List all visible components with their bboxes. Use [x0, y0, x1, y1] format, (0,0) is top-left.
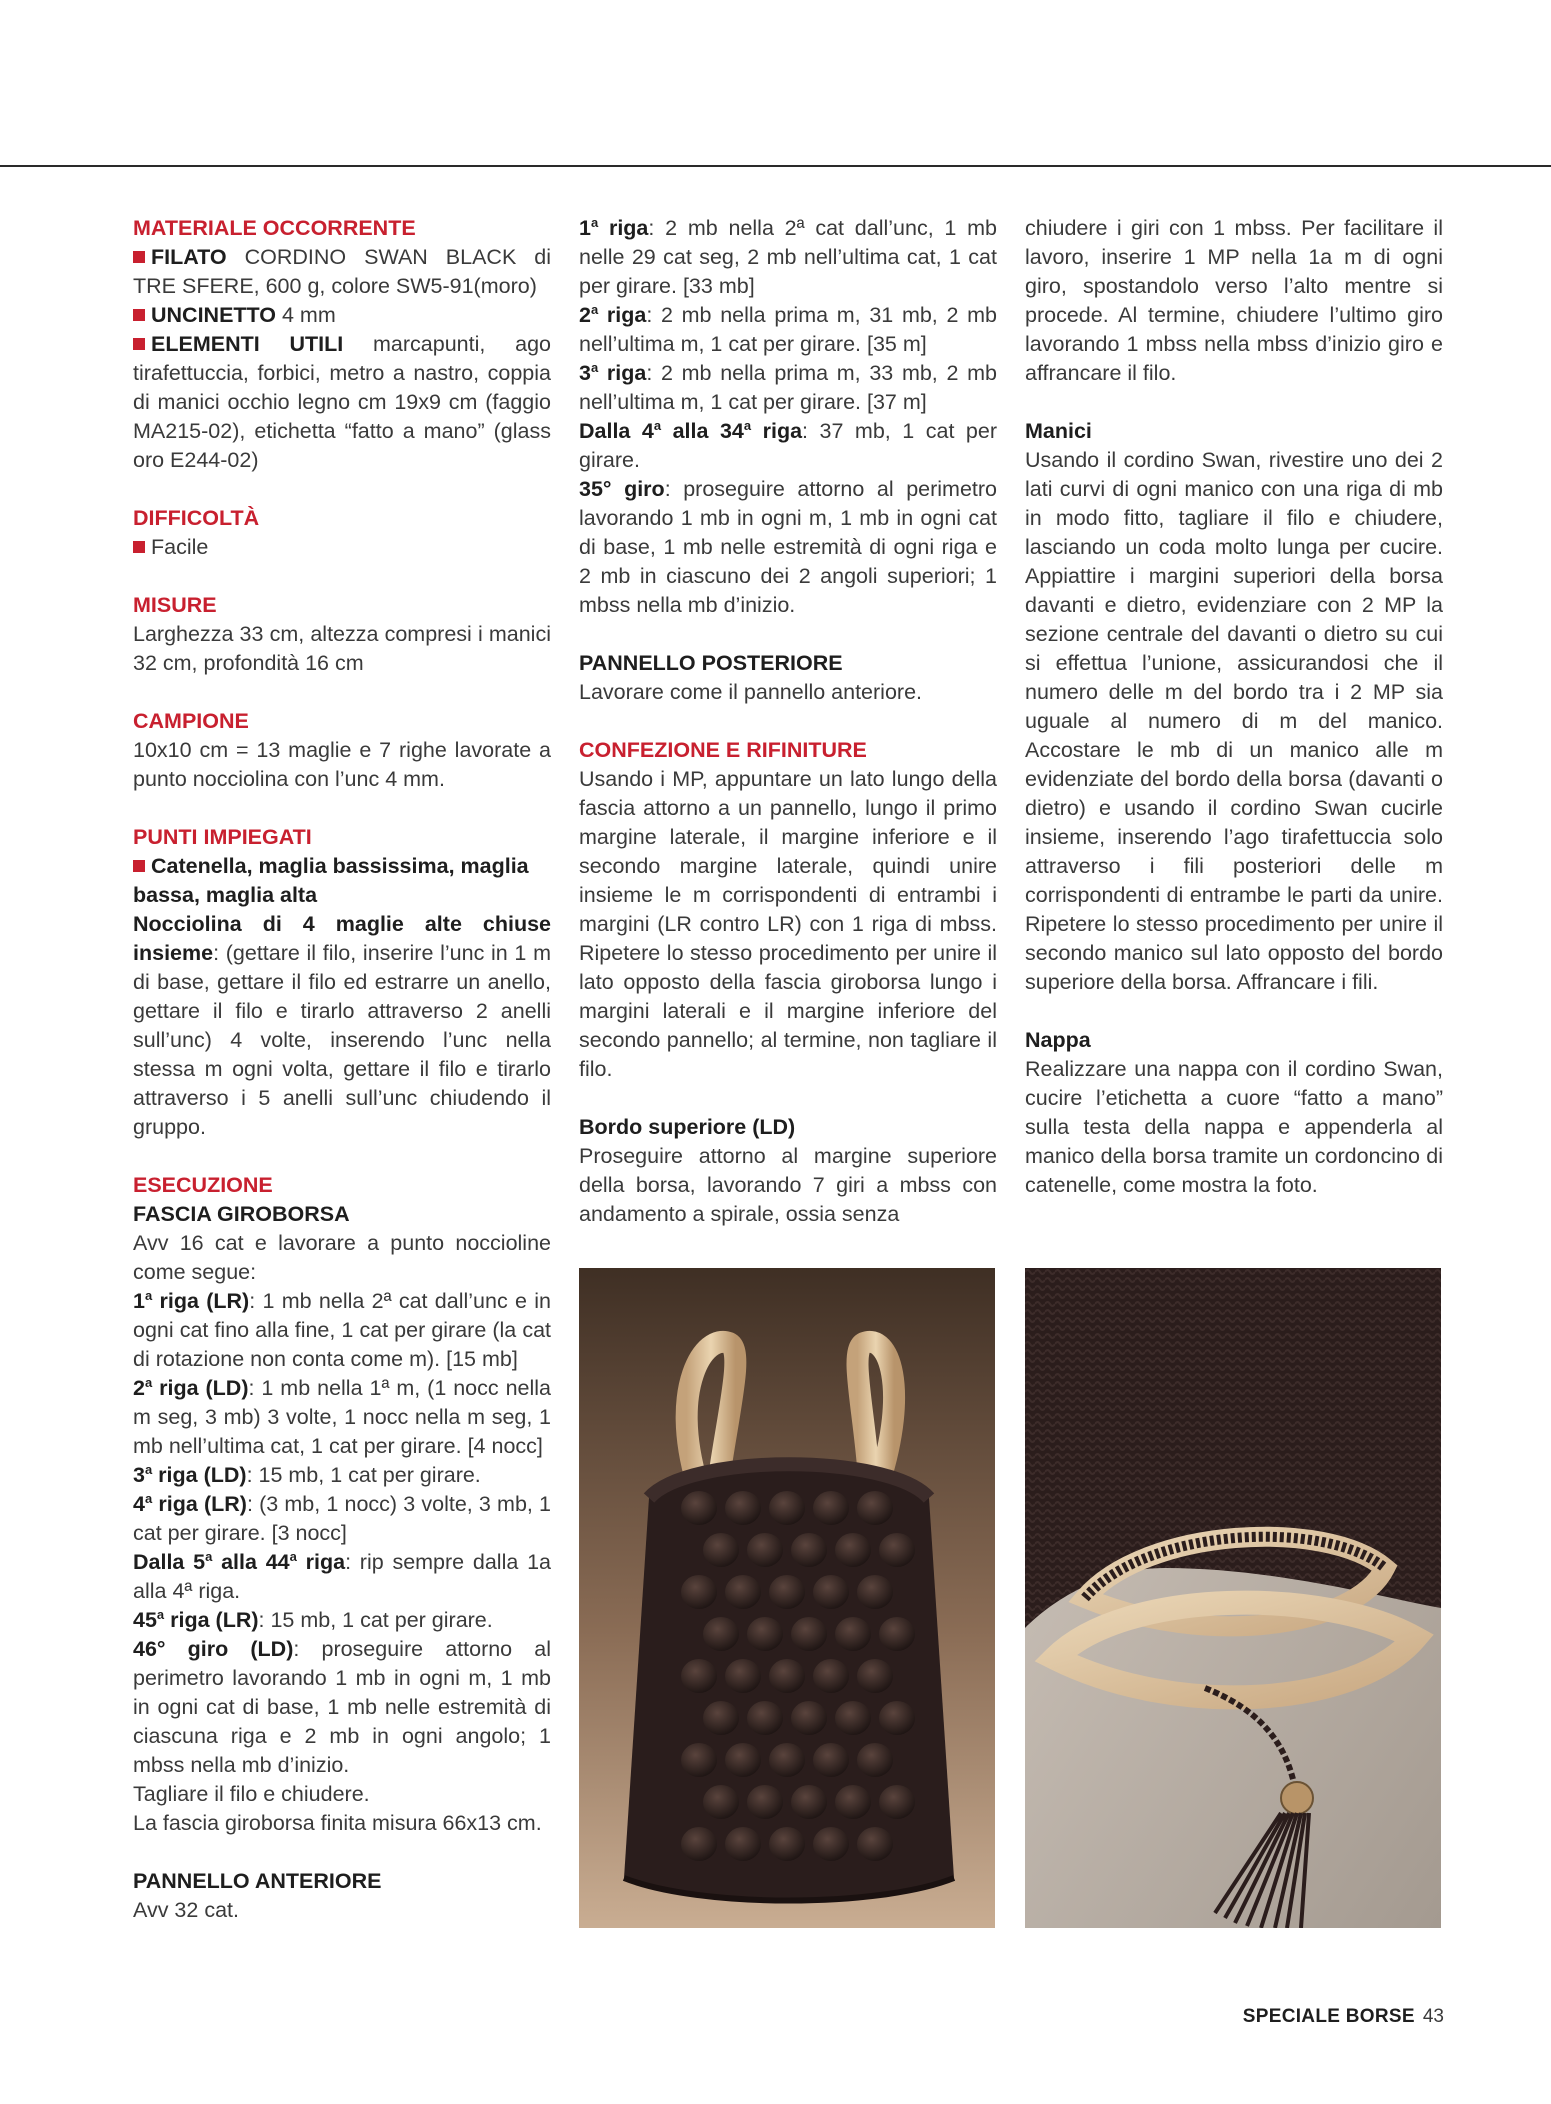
pannello-anteriore-heading: PANNELLO ANTERIORE	[133, 1869, 382, 1893]
bobble-stitch	[813, 1659, 849, 1693]
bobble-stitch	[879, 1533, 915, 1567]
round-46-instruction: 46° giro (LD): proseguire attorno al perimetro lavorando 1 mb in ogni m, 1 mb in ogni cat di base, 1 mb nelle estremità di ciascuna riga e 2 mb in ogni angolo; 1 mbss nella mb d’inizio.	[133, 1637, 552, 1777]
panel-row-3-instruction: 3$^a$ riga: 2 mb nella prima m, 33 mb, 2 mb nell’ultima m, 1 cat per girare. [37 m]	[579, 359, 997, 414]
bullet-square-icon	[133, 338, 145, 350]
bobble-stitch	[813, 1575, 849, 1609]
nappa-text: Realizzare una nappa con il cordino Swan, cucire l’etichetta a cuore “fatto a mano” sulla testa della nappa e appenderla al manico della borsa tramite un cordoncino di catenelle, come mostra la foto.	[1025, 1057, 1443, 1197]
bullet-square-icon	[133, 860, 145, 872]
bobble-stitch	[813, 1491, 849, 1525]
pannello-anteriore-text: Avv 32 cat.	[133, 1898, 239, 1922]
punti-heading: PUNTI IMPIEGATI	[133, 825, 312, 849]
column-1	[133, 214, 551, 1925]
bobble-stitch	[725, 1827, 761, 1861]
panel-row-4-34-instruction: Dalla 4$^a$ alla 34$^a$ riga: 37 mb, 1 cat per girare.	[579, 417, 997, 472]
bobble-stitch	[769, 1659, 805, 1693]
campione-heading: CAMPIONE	[133, 709, 249, 733]
bobble-stitch	[769, 1491, 805, 1525]
nocciolina-text: Nocciolina di 4 maglie alte chiuse insieme: (gettare il filo, inserire l’unc in 1 m di base, gettare il filo ed estrarre un anello, gettare il filo e tirarlo attraverso 2 anelli sull’unc) 4 volte, inserendo l’unc nella stessa m ogni volta, gettare il filo e tirarlo attraverso i 5 anelli sull’unc chiudendo il gruppo.	[133, 912, 551, 1139]
bobble-stitch	[703, 1617, 739, 1651]
bobble-stitch	[681, 1743, 717, 1777]
bobble-stitch	[725, 1491, 761, 1525]
row-5-44-instruction: Dalla 5$^a$ alla 44$^a$ riga: rip sempre dalla 1a alla 4ª riga.	[133, 1548, 551, 1603]
materiale-heading: MATERIALE OCCORRENTE	[133, 216, 416, 240]
bobble-stitch	[813, 1743, 849, 1777]
label-tag-icon	[1281, 1782, 1313, 1814]
top-rule	[0, 165, 1551, 167]
row-45-instruction: 45$^a$ riga (LR): 15 mb, 1 cat per girare.	[133, 1606, 493, 1632]
row-3-instruction: 3$^a$ riga (LD): 15 mb, 1 cat per girare.	[133, 1461, 481, 1487]
bobble-stitch	[769, 1575, 805, 1609]
confezione-heading: CONFEZIONE E RIFINITURE	[579, 738, 867, 762]
bag-photo	[579, 1268, 995, 1928]
fascia-heading: FASCIA GIROBORSA	[133, 1202, 350, 1226]
bobble-stitch	[725, 1575, 761, 1609]
bobble-stitch	[835, 1785, 871, 1819]
bobble-stitch	[857, 1575, 893, 1609]
bobble-stitch	[791, 1701, 827, 1735]
bordo-text: Proseguire attorno al margine superiore della borsa, lavorando 7 giri a mbss con andamento a spirale, ossia senza	[579, 1144, 997, 1226]
bobble-stitch	[879, 1617, 915, 1651]
panel-round-35-instruction: 35° giro: proseguire attorno al perimetro lavorando 1 mb in ogni m, 1 mb in ogni cat di base, 1 mb nelle estremità di ogni riga e 2 mb in ciascuno dei 2 angoli superiori; 1 mbss nella mb d’inizio.	[579, 477, 997, 617]
bobble-stitch	[857, 1659, 893, 1693]
confezione-text: Usando i MP, appuntare un lato lungo della fascia attorno a un pannello, lungo il primo margine laterale, il margine inferiore e il secondo margine laterale, quindi unire insieme le m corrispondenti di entrambi i margini (LR contro LR) con 1 riga di mbss. Ripetere lo stesso procedimento per unire il lato opposto della fascia giroborsa lungo i margini laterali e il margine inferiore del secondo pannello; al termine, non tagliare il filo.	[579, 767, 997, 1081]
bobble-stitch	[681, 1491, 717, 1525]
bobble-stitch	[857, 1743, 893, 1777]
bobble-stitch	[879, 1785, 915, 1819]
bag-illustration	[579, 1268, 995, 1928]
panel-row-1-instruction: 1$^a$ riga: 2 mb nella 2ª cat dall’unc, 1 mb nelle 29 cat seg, 2 mb nell’ultima cat, 1 cat per girare. [33 mb]	[579, 214, 998, 298]
bobble-stitch	[791, 1617, 827, 1651]
bobble-stitch	[857, 1491, 893, 1525]
handle-tassel-photo	[1025, 1268, 1441, 1928]
difficolta-heading: DIFFICOLTÀ	[133, 506, 260, 530]
bordo-heading: Bordo superiore (LD)	[579, 1115, 796, 1139]
bullet-square-icon	[133, 309, 145, 321]
punti-list: Catenella, maglia bassissima, maglia bassa, maglia alta	[133, 854, 529, 907]
misure-text: Larghezza 33 cm, altezza compresi i manici 32 cm, profondità 16 cm	[133, 622, 551, 675]
pannello-posteriore-heading: PANNELLO POSTERIORE	[579, 651, 843, 675]
bobble-stitch	[879, 1701, 915, 1735]
bobble-stitch	[703, 1701, 739, 1735]
bobble-stitch	[791, 1785, 827, 1819]
bobble-stitch	[769, 1827, 805, 1861]
misure-heading: MISURE	[133, 593, 217, 617]
uncinetto-item: UNCINETTO 4 mm	[133, 301, 551, 330]
bobble-stitch	[835, 1617, 871, 1651]
manici-text: Usando il cordino Swan, rivestire uno dei 2 lati curvi di ogni manico con una riga di mb in modo fitto, tagliare il filo e chiudere, lasciando un coda molto lunga per cucire. Appiattire i margini superiori della borsa davanti e dietro, evidenziare con 2 MP la sezione centrale del davanti o dietro su cui si effettua l’unione, assicurandosi che il numero delle m del bordo tra i 2 MP sia uguale al numero di m del manico. Accostare le mb di un manico alle m evidenziate del bordo della borsa (davanti o dietro) e usando il cordino Swan cucirle insieme, inserendo l’ago tirafettuccia solo attraverso i fili posteriori delle m corrispondenti di entrambe le parti da unire. Ripetere lo stesso procedimento per unire il secondo manico sul lato opposto del bordo superiore della borsa. Affrancare i fili.	[1025, 448, 1443, 994]
bobble-stitch	[681, 1827, 717, 1861]
bobble-stitch	[681, 1659, 717, 1693]
pannello-posteriore-text: Lavorare come il pannello anteriore.	[579, 680, 923, 704]
row-4-instruction: 4$^a$ riga (LR): (3 mb, 1 nocc) 3 volte, 3 mb, 1 cat per girare. [3 nocc]	[133, 1490, 552, 1545]
elementi-item: ELEMENTI UTILI marcapunti, ago tirafettuccia, forbici, metro a nastro, coppia di manici occhio legno cm 19x9 cm (faggio MA215-02), etichetta “fatto a mano” (glass oro E244-02)	[133, 332, 551, 472]
bobble-stitch	[725, 1659, 761, 1693]
bobble-stitch	[747, 1701, 783, 1735]
handle-tassel-illustration	[1025, 1268, 1441, 1928]
bobble-stitch	[725, 1743, 761, 1777]
row-1-instruction: 1$^a$ riga (LR): 1 mb nella 2ª cat dall’unc e in ogni cat fino alla fine, 1 cat per girare (la cat di rotazione non conta come m). [15 mb]	[133, 1287, 551, 1371]
bullet-square-icon	[133, 541, 145, 553]
nappa-heading: Nappa	[1025, 1028, 1091, 1052]
column-2	[579, 214, 997, 1229]
tagliare-text: Tagliare il filo e chiudere.	[133, 1782, 370, 1806]
bobble-stitch	[857, 1827, 893, 1861]
manici-heading: Manici	[1025, 419, 1092, 443]
page-number: 43	[1422, 2006, 1444, 2027]
bobble-stitch	[703, 1785, 739, 1819]
esecuzione-heading: ESECUZIONE	[133, 1173, 273, 1197]
bordo-continued-text: chiudere i giri con 1 mbss. Per facilitare il lavoro, inserire 1 MP nella 1a m di ogni giro, spostandolo verso l’alto mentre si procede. Al termine, chiudere l’ultimo giro lavorando 1 mbss nella mbss d’inizio giro e affrancare il filo.	[1025, 216, 1443, 385]
panel-row-2-instruction: 2$^a$ riga: 2 mb nella prima m, 31 mb, 2 mb nell’ultima m, 1 cat per girare. [35 m]	[579, 301, 997, 356]
section-title: SPECIALE BORSE	[1242, 2006, 1415, 2027]
bobble-stitch	[835, 1533, 871, 1567]
filato-item: FILATO CORDINO SWAN BLACK di TRE SFERE, 600 g, colore SW5-91(moro)	[133, 245, 551, 298]
page-footer	[1243, 2006, 1444, 2028]
campione-text: 10x10 cm = 13 maglie e 7 righe lavorate a punto nocciolina con l’unc 4 mm.	[133, 738, 551, 791]
bobble-stitch	[747, 1617, 783, 1651]
difficolta-item: Facile	[133, 533, 551, 562]
column-3	[1025, 214, 1443, 1200]
bobble-stitch	[769, 1743, 805, 1777]
bobble-stitch	[747, 1785, 783, 1819]
fascia-intro: Avv 16 cat e lavorare a punto noccioline come segue:	[133, 1231, 551, 1284]
row-2-instruction: 2$^a$ riga (LD): 1 mb nella 1ª m, (1 nocc nella m seg, 3 mb) 3 volte, 1 nocc nella m seg, 1 mb nell’ultima cat, 1 cat per girare. [4 nocc]	[133, 1374, 552, 1458]
bobble-stitch	[703, 1533, 739, 1567]
bobble-stitch	[791, 1533, 827, 1567]
bobble-stitch	[747, 1533, 783, 1567]
bobble-stitch	[835, 1701, 871, 1735]
bobble-stitch	[681, 1575, 717, 1609]
finita-text: La fascia giroborsa finita misura 66x13 cm.	[133, 1811, 542, 1835]
bobble-stitch	[813, 1827, 849, 1861]
bullet-square-icon	[133, 251, 145, 263]
